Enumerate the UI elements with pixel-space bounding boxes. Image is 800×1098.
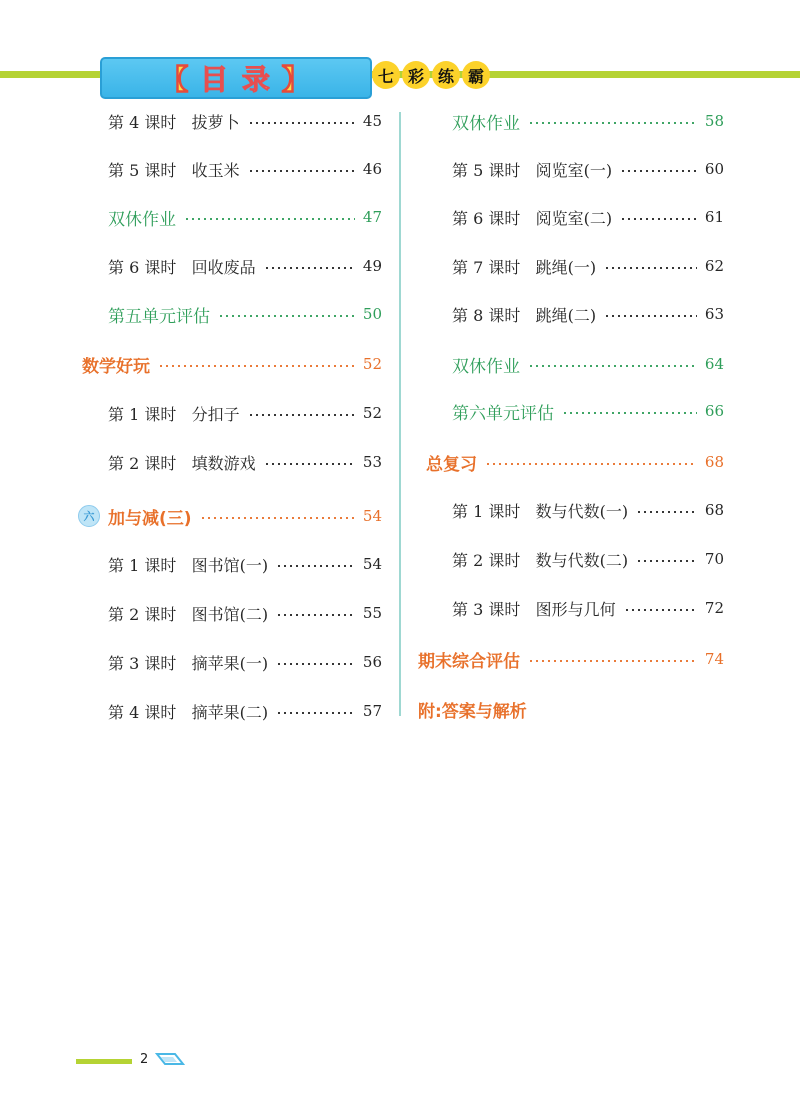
toc-entry-page: 70 [704,550,724,568]
toc-entry [418,646,724,672]
toc-entry-page: 61 [704,208,724,226]
toc-entry-page: 74 [704,650,724,668]
dot-leader [620,170,697,172]
toc-entry-page: 57 [362,702,382,720]
footer-accent-bar [76,1059,132,1064]
dot-leader [276,614,355,616]
brand-char: 七 [372,61,400,89]
dot-leader [528,365,697,367]
toc-entry-label: 第 1 课时 图书馆(一) [108,555,269,575]
page-number: 2 [140,1052,149,1067]
dot-leader [218,315,355,317]
toc-entry [452,156,724,182]
toc-entry-label: 第五单元评估 [108,306,210,327]
toc-entry-label: 总复习 [426,454,477,475]
toc-entry [452,398,724,424]
toc-entry [108,449,382,475]
dot-leader [184,218,355,220]
dot-leader [636,511,697,513]
toc-entry-page: 52 [362,355,382,373]
toc-entry [108,400,382,426]
toc-entry [452,595,724,621]
toc-entry-label: 第 2 课时 填数游戏 [108,453,256,473]
toc-entry-page: 72 [704,599,724,617]
toc-entry-page: 63 [704,305,724,323]
toc-entry-label: 期末综合评估 [418,651,520,672]
toc-entry-page: 60 [704,160,724,178]
toc-entry-label: 第 4 课时 摘苹果(二) [108,702,269,722]
toc-entry [78,503,382,529]
dot-leader [485,463,697,465]
dot-leader [248,414,355,416]
toc-entry-label: 第 8 课时 跳绳(二) [452,305,597,325]
toc-entry [108,698,382,724]
dot-leader [562,412,697,414]
dot-leader [276,565,355,567]
toc-entry [452,497,724,523]
toc-entry [108,253,382,279]
toc-entry-label: 第 5 课时 收玉米 [108,160,240,180]
brand-char: 练 [432,61,460,89]
toc-entry-label: 第 4 课时 拔萝卜 [108,112,240,132]
toc-entry-label: 第 2 课时 数与代数(二) [452,550,629,570]
toc-entry [108,204,382,230]
toc-entry-page: 49 [362,257,382,275]
toc-entry [418,696,724,722]
brand-logo [372,61,490,89]
toc-entry [452,204,724,230]
dot-leader [200,517,355,519]
toc-entry-page: 55 [362,604,382,622]
column-divider [399,112,401,716]
brand-char: 霸 [462,61,490,89]
toc-entry-label: 第 6 课时 阅览室(二) [452,208,613,228]
toc-entry [108,600,382,626]
toc-entry-page: 47 [362,208,382,226]
toc-entry-label: 第 1 课时 分扣子 [108,404,240,424]
toc-entry-page: 54 [362,507,382,525]
toc-entry-label: 第 5 课时 阅览室(一) [452,160,613,180]
dot-leader [248,170,355,172]
toc-entry [426,449,724,475]
dot-leader [604,267,697,269]
page-title [100,57,372,99]
toc-entry-label: 双休作业 [108,209,176,230]
title-text: 目 录 [200,63,272,96]
toc-entry-page: 54 [362,555,382,573]
unit-badge-icon: 六 [78,505,100,527]
toc-entry-label: 第 7 课时 跳绳(一) [452,257,597,277]
toc-entry [108,551,382,577]
dot-leader [636,560,697,562]
title-right-bracket: 】 [281,63,312,96]
toc-entry-page: 62 [704,257,724,275]
toc-entry-label: 第 2 课时 图书馆(二) [108,604,269,624]
dot-leader [264,267,355,269]
toc-entry-label: 附:答案与解析 [418,701,527,722]
toc-entry [108,301,382,327]
title-left-bracket: 【 [160,63,191,96]
toc-entry-label: 第 3 课时 图形与几何 [452,599,616,619]
dot-leader [264,463,355,465]
toc-entry-page: 64 [704,355,724,373]
dot-leader [528,122,697,124]
dot-leader [158,365,355,367]
toc-entry [452,351,724,377]
toc-entry-label: 数学好玩 [82,356,150,377]
toc-entry-page: 52 [362,404,382,422]
toc-entry-page: 45 [362,112,382,130]
toc-entry-page: 58 [704,112,724,130]
dot-leader [620,218,697,220]
dot-leader [624,609,697,611]
toc-entry [452,546,724,572]
toc-entry [452,108,724,134]
toc-entry-page: 50 [362,305,382,323]
toc-entry-page: 66 [704,402,724,420]
brand-char: 彩 [402,61,430,89]
toc-entry-label: 第 6 课时 回收废品 [108,257,256,277]
toc-entry-label: 加与减(三) [108,508,192,529]
toc-entry-page: 46 [362,160,382,178]
dot-leader [276,663,355,665]
toc-entry-label: 第六单元评估 [452,403,554,424]
toc-entry-page: 68 [704,453,724,471]
dot-leader [276,712,355,714]
toc-entry [108,649,382,675]
dot-leader [248,122,355,124]
toc-entry-label: 第 1 课时 数与代数(一) [452,501,629,521]
toc-entry [108,108,382,134]
dot-leader [528,660,697,662]
toc-entry-label: 双休作业 [452,113,520,134]
toc-entry-label: 双休作业 [452,356,520,377]
toc-entry [452,253,724,279]
dot-leader [604,315,697,317]
toc-entry-page: 56 [362,653,382,671]
toc-entry [452,301,724,327]
toc-entry-label: 第 3 课时 摘苹果(一) [108,653,269,673]
toc-entry [82,351,382,377]
toc-entry-page: 53 [362,453,382,471]
toc-entry-page: 68 [704,501,724,519]
toc-entry [108,156,382,182]
page-corner-icon [155,1052,185,1066]
